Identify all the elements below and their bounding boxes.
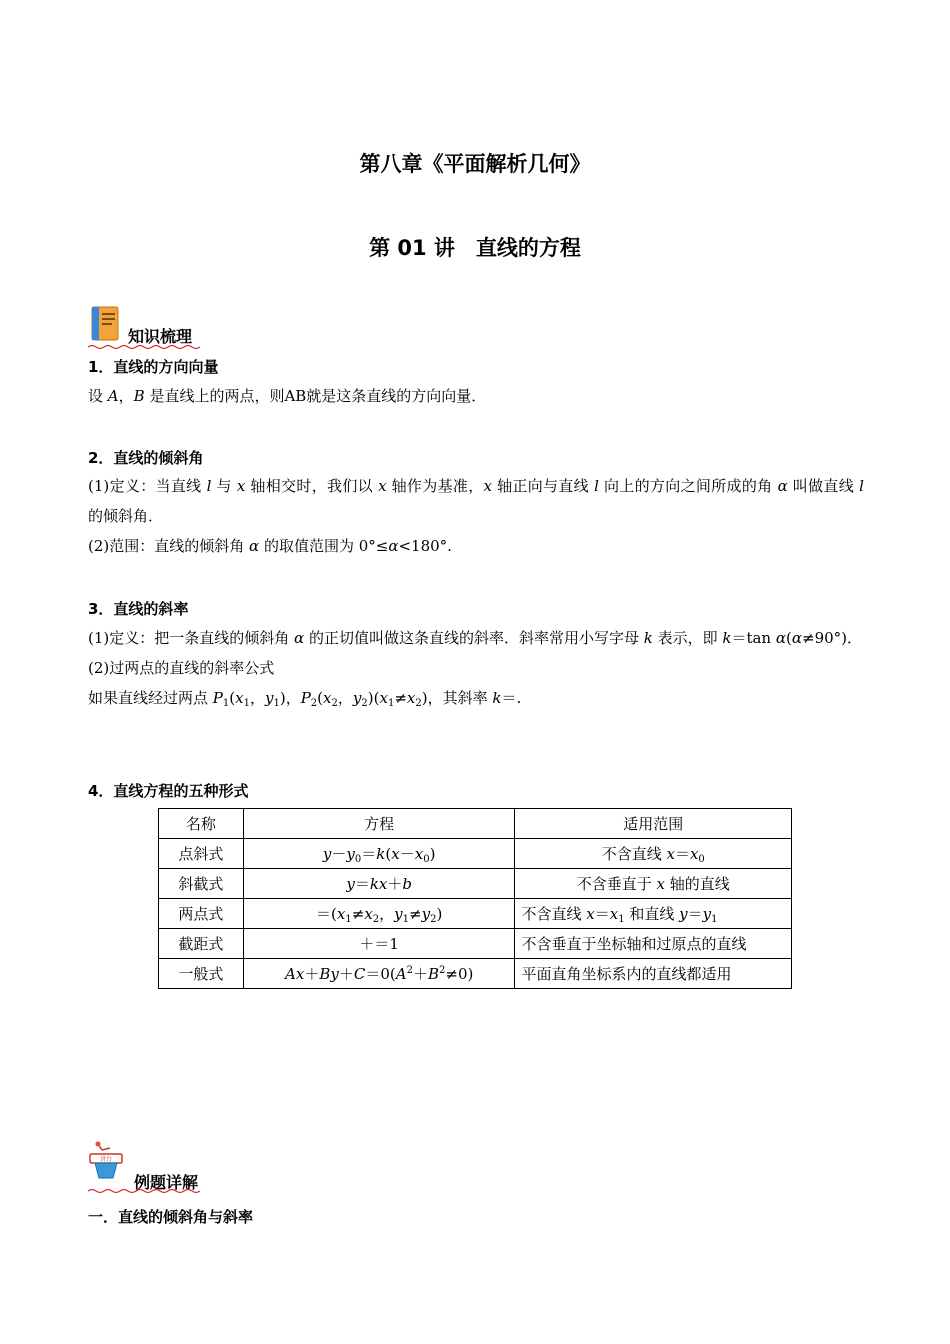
column-header: 名称 xyxy=(159,809,244,839)
table-header-row xyxy=(159,809,792,839)
table-row xyxy=(159,899,792,929)
section-one-heading: 一．直线的倾斜角与斜率 xyxy=(88,1208,254,1226)
examples-banner-label: 例题详解 xyxy=(134,1173,199,1192)
form-equation: $y-y_0=k(x-x_0)$ xyxy=(243,839,515,869)
section-3-heading: 3．直线的斜率 xyxy=(88,600,189,618)
section-2-heading: 2．直线的倾斜角 xyxy=(88,449,204,467)
form-equation: y＝kx＋b xyxy=(243,869,515,899)
form-scope: 不含直线 $x=x_0$ xyxy=(515,839,792,869)
form-scope: 平面直角坐标系内的直线都适用 xyxy=(515,959,792,989)
table-row xyxy=(159,959,792,989)
section-1-heading: 1．直线的方向向量 xyxy=(88,358,219,376)
knowledge-banner-label: 知识梳理 xyxy=(128,327,193,346)
wave-underline xyxy=(88,344,203,350)
form-scope: 不含直线 $x=x_1$ 和直线 $y=y_1$ xyxy=(515,899,792,929)
form-name: 截距式 xyxy=(159,929,244,959)
form-scope: 不含垂直于 x 轴的直线 xyxy=(515,869,792,899)
table-row xyxy=(159,839,792,869)
examples-banner xyxy=(88,1140,218,1192)
lectern-icon xyxy=(88,1140,126,1184)
column-header: 适用范围 xyxy=(515,809,792,839)
form-equation: $Ax+By+C=0(A^2+B^2\ne 0)$ xyxy=(243,959,515,989)
form-equation: ＋＝1 xyxy=(243,929,515,959)
knowledge-banner xyxy=(88,306,218,350)
section-2-body: (1)定义：当直线 l 与 x 轴相交时，我们以 x 轴作为基准，x 轴正向与直线 l 向上的方向之间所成的角 α 叫做直线 l 的倾斜角． (2)范围：直线的倾斜角 α 的取值范围为 0°≤α<180°. xyxy=(88,477,864,555)
form-name: 两点式 xyxy=(159,899,244,929)
notebook-icon xyxy=(90,306,122,342)
chapter-title: 第八章《平面解析几何》 xyxy=(359,152,591,176)
section-4-heading: 4．直线方程的五种形式 xyxy=(88,782,249,800)
form-name: 斜截式 xyxy=(159,869,244,899)
form-name: 点斜式 xyxy=(159,839,244,869)
form-scope: 不含垂直于坐标轴和过原点的直线 xyxy=(515,929,792,959)
section-1-body: 设 A，B 是直线上的两点，则AB就是这条直线的方向向量． xyxy=(88,387,487,405)
column-header: 方程 xyxy=(243,809,515,839)
wave-underline xyxy=(88,1188,206,1194)
line-equation-forms-table xyxy=(158,808,792,989)
table-row xyxy=(159,929,792,959)
svg-text:讲台: 讲台 xyxy=(99,1156,113,1163)
table-row xyxy=(159,869,792,899)
form-equation: $=(x_1\ne x_2$，$y_1\ne y_2$) xyxy=(243,899,515,929)
form-name: 一般式 xyxy=(159,959,244,989)
section-3-body: (1)定义：把一条直线的倾斜角 α 的正切值叫做这条直线的斜率．斜率常用小写字母 k 表示，即 k＝tan α(α≠90°)． (2)过两点的直线的斜率公式 如果直线经过两点 $P_1(x_1$，$y_1$)，$P_2(x_2$，$y_2)(x_1\ne x_2)$，其斜率 k＝. xyxy=(88,629,863,709)
lesson-title: 第 01 讲 直线的方程 xyxy=(369,236,581,260)
